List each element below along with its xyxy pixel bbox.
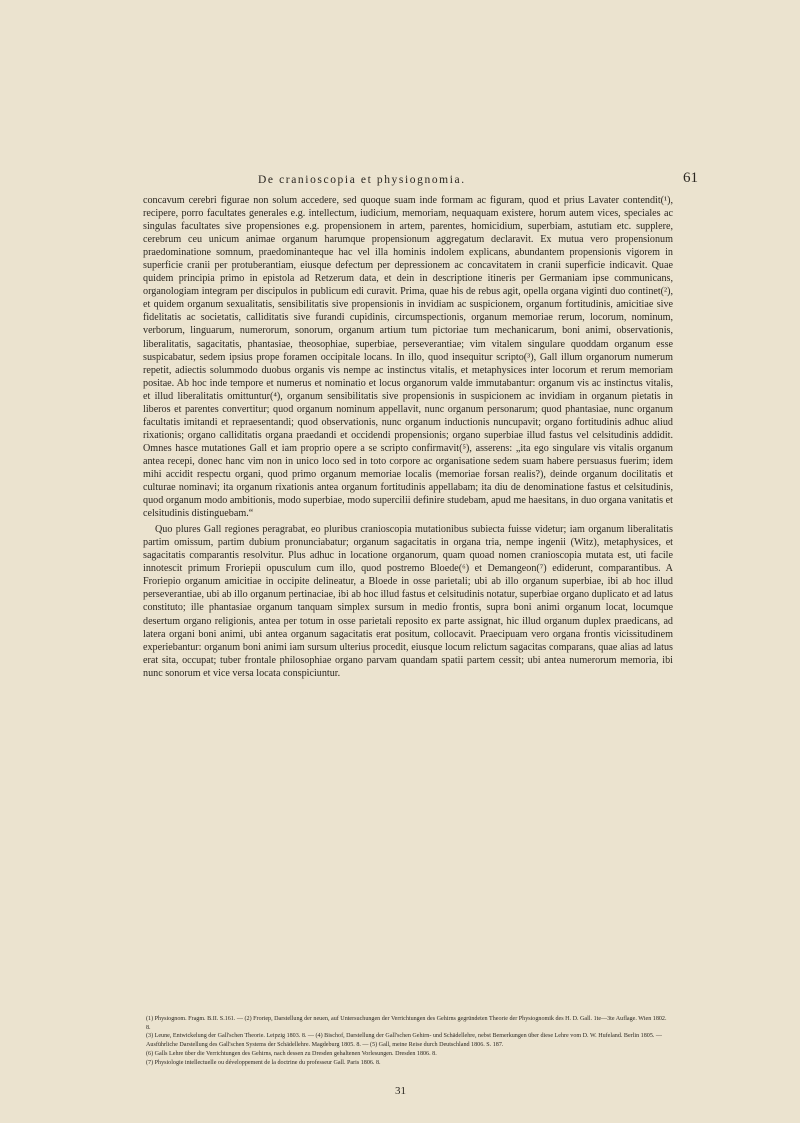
- footnote: (6) Galls Lehre über die Verrichtungen des Gehirns, nach dessen zu Dresden gehaltenen Vorlesungen. Dresden 1806. 8.: [146, 1050, 437, 1057]
- main-text: [143, 194, 673, 680]
- paragraph: concavum cerebri figurae non solum accedere, sed quoque suam inde formam ac figuram, quod et prius Lavater contendit(¹), recipere, porro facultates generales e.g. intellectum, iudicium, memoriam, nequaquam existere, horum autem vices, speciales ac singulas facultates sive propensiones e.g. propensionem in artem, parentes, homicidium, superbiam, astutiam etc. supplere, cerebrum ceu unicum animae organum harumque propensionum aggregatum declaravit. Ex mutua vero propensionum praedominatione somnum, praedominanteque hac vel illa hominis indolem explicans, abundantem propensionis vigorem in superficie cranii per protuberantiam, eiusque defectum per depressionem ac concavitatem in cranii superficie indicavit. Quae quidem principia primo in epistola ad Retzerum data, et dein in descriptione itineris per Germaniam ipse communicans, organologiam integram per discipulos in publicum edi curavit. Prima, quae his de rebus agit, opella organa viginti duo continet(²), et quidem organum sexualitatis, sensibilitatis sive propensionis in invidiam ac suspicionem, organum fortitudinis, amicitiae sive fidelitatis ac societatis, calliditatis sive furandi cupidinis, circumspectionis, organum memoriae rerum, locorum, nominum, verborum, linguarum, numerorum, sonorum, organum artium tum pictoriae tum mechanicarum, boni animi, observationis, liberalitatis, sagacitatis, phantasiae, theosophiae, superbiae, perseverantiae; vim vitalem singulare quoddam organum esse suspicabatur, sedem ipsius prope foramen occipitale locans. In illo, quod insequitur scripto(³), Gall illum organorum numerum repetit, adiectis solummodo duobus organis vis nempe ac instinctus vitalis, et metaphysices inter locorum et rerum memoriam positae. Ab hoc inde tempore et numerus et nominatio et locus organorum valde immutabantur: organum vis ac instinctus vitalis, et illud liberalitatis omittuntur(⁴), organum sensibilitatis sive propensionis in suspicionem ac invidiam in organum pietatis in liberos et parentes convertitur; quod organum nominum appellavit, nunc organum personarum; quod phantasiae, nunc organum facultatis imitandi et repraesentandi; quod observationis, nunc organum inductionis nuncupavit; organo fortitudinis adhuc aliud rixationis; organo calliditatis organa praedandi et occidendi propensionis; organo superbiae illud fastus vel celsitudinis addidit. Omnes hasce mutationes Gall et iam proprio opere a se scripto confirmavit(⁵), asserens: „ita ego singulare vis vitalis organum antea recepi, donec hanc vim non in unico loco sed in toto corpore ac organisatione sedem suam habere persuasus fuerim; idem mihi accidit respectu organi, quod primo organum memoriae localis (memoriae forsan realis?), deinde organum docilitatis et culturae nominavi; ita organum rixationis antea organum fortitudinis appellabam; ita diu de denominatione fastus et celsitudinis, quod organum modo ambitionis, modo superbiae, modo supercilii definire studebam, apud me haesitans, in duo organa vanitatis et celsitudinis distinguebam.“: [143, 195, 673, 520]
- page-number: 61: [683, 170, 698, 186]
- footnote: (1) Physiognom. Fragm. B.II. S.161. — (2) Froriep, Darstellung der neuen, auf Untersuchungen der Verrichtungen des Gehirns gegründeten Theorie der Physiognomik des H. D. Gall. 1te—3te Auflage. Wien 1802. 8.: [146, 1016, 667, 1031]
- signature-mark: 31: [395, 1085, 406, 1097]
- running-header: [258, 170, 698, 186]
- paragraph: Quo plures Gall regiones peragrabat, eo pluribus cranioscopia mutationibus subiecta fuisse videtur; iam organum liberalitatis partim omissum, partim dubium pronunciabatur; organum sagacitatis in organa tria, nempe ingenii (Witz), metaphysices, et sagacitatis comparantis resolvitur. Plus adhuc in locatione organorum, quam quoad nomen cranioscopia mutata est, uti facile innotescit primum Froriepii opusculum cum illo, quod postremo Bloede(⁶) et Demangeon(⁷) ediderunt, comparantibus. A Froriepio organum amicitiae in occipite delineatur, a Bloede in osse parietali; ubi ab illo organum superbiae, ibi ab hoc illud perseverantiae, ubi ab illo organum pertinaciae, ibi ab hoc illud fastus et celsitudinis notatur, superbiae organo duplicato et ad latus constituto; ille phantasiae organum tanquam simplex sursum in medio frontis, supra boni animi organum locat, locumque desertum organo religionis, antea per totum in osse parietali reposito ex parte assignat, hic illud organum duplex praedicans, ad latera organi boni animi, ubi antea organum sagacitatis erat positum, collocavit. Praecipuam vero organa frontis vicissitudinem experiebantur: organum boni animi iam sursum ulterius procedit, eiusque locum relictum sagacitas comparans, quae alias ad latus erat sita, occupat; tuber frontale philosophiae organo parvam quandam spatii partem cessit; ubi antea numerorum memoria, ibi nunc sonorum et vice versa locata conspiciuntur.: [143, 524, 673, 679]
- footnote: (7) Physiologie intellectuelle ou développement de la doctrine du professeur Gall. Paris 1806. 8.: [146, 1059, 381, 1066]
- footnotes: [146, 1015, 668, 1067]
- footnote: (3) Leune, Entwickelung der Gall'schen Theorie. Leipzig 1803. 8. — (4) Bischof, Darstellung der Gall'schen Gehirn- und Schädellehre, nebst Bemerkungen über diese Lehre vom D. W. Hufeland. Berlin 1805. — Ausführliche Darstellung des Gall'schen Systems der Schädellehre. Magdeburg 1805. 8. — (5) Gall, meine Reise durch Deutschland 1806. S. 187.: [146, 1033, 663, 1049]
- running-title: De cranioscopia et physiognomia.: [258, 174, 466, 186]
